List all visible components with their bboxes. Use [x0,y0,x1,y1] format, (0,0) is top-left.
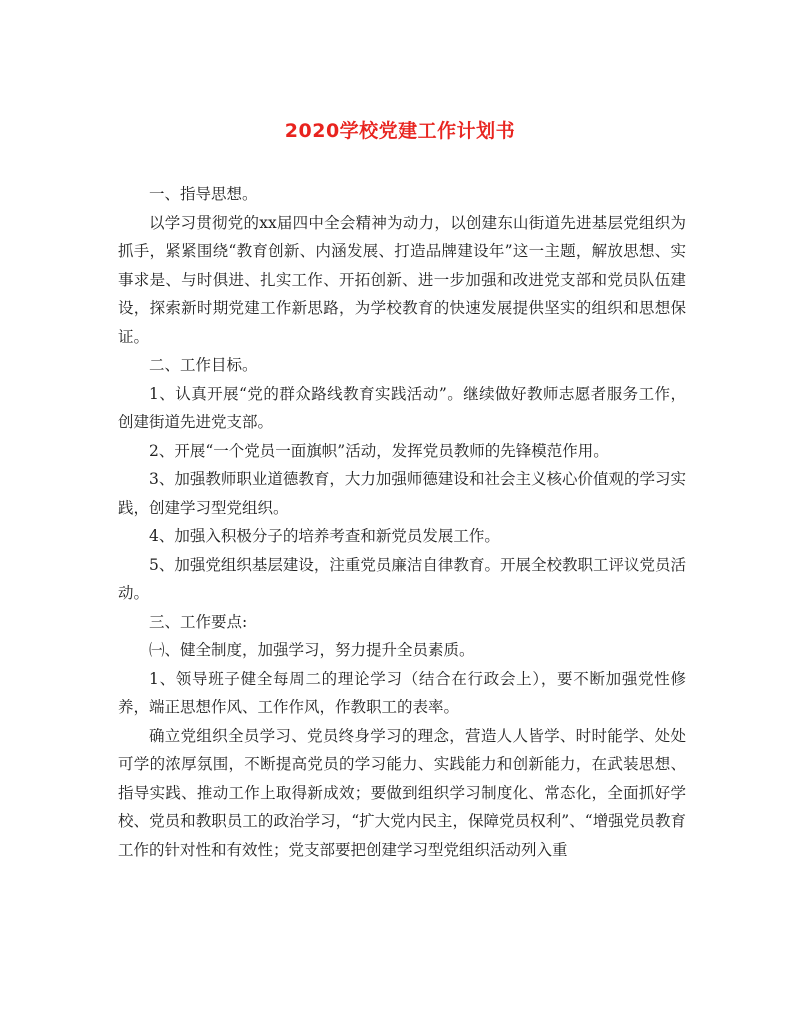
heading-guiding-ideology: 一、指导思想。 [149,185,258,203]
goal-item-1: 1、认真开展“党的群众路线教育实践活动”。继续做好教师志愿者服务工作，创建街道先进党支部。 [118,384,686,431]
heading-work-goals: 二、工作目标。 [149,356,258,374]
point-item-1: 1、领导班子健全每周二的理论学习（结合在行政会上），要不断加强党性修养，端正思想作风、工作作风，作教职工的表率。 [118,669,686,716]
heading-work-points: 三、工作要点: [149,612,248,631]
goal-item-3: 3、加强教师职业道德教育，大力加强师德建设和社会主义核心价值观的学习实践，创建学习型党组织。 [118,470,686,517]
paragraph-guiding-ideology: 以学习贯彻党的xx届四中全会精神为动力，以创建东山街道先进基层党组织为抓手，紧紧围绕“教育创新、内涵发展、打造品牌建设年”这一主题，解放思想、实事求是、与时俱进、扎实工作、开拓创新、进一步加强和改进党支部和党员队伍建设，探索新时期党建工作新思路，为学校教育的快速发展提供坚实的组织和思想保证。 [118,213,686,346]
goal-item-4: 4、加强入积极分子的培养考查和新党员发展工作。 [149,527,500,545]
document-title: 2020学校党建工作计划书 [284,120,516,142]
goal-item-2: 2、开展“一个党员一面旗帜”活动，发挥党员教师的先锋模范作用。 [149,441,609,460]
goal-item-5: 5、加强党组织基层建设，注重党员廉洁自律教育。开展全校教职工评议党员活动。 [118,555,686,602]
paragraph-learning-concept: 确立党组织全员学习、党员终身学习的理念，营造人人皆学、时时能学、处处可学的浓厚氛围，不断提高党员的学习能力、实践能力和创新能力，在武装思想、指导实践、推动工作上取得新成效；要做到组织学习制度化、常态化，全面抓好学校、党员和教职员工的政治学习，“扩大党内民主，保障党员权利”、“增强党员教育工作的针对性和有效性；党支部要把创建学习型党组织活动列入重 [118,726,686,859]
document-body [118,180,686,864]
subheading-system-study: ㈠、健全制度，加强学习，努力提升全员素质。 [149,641,475,659]
